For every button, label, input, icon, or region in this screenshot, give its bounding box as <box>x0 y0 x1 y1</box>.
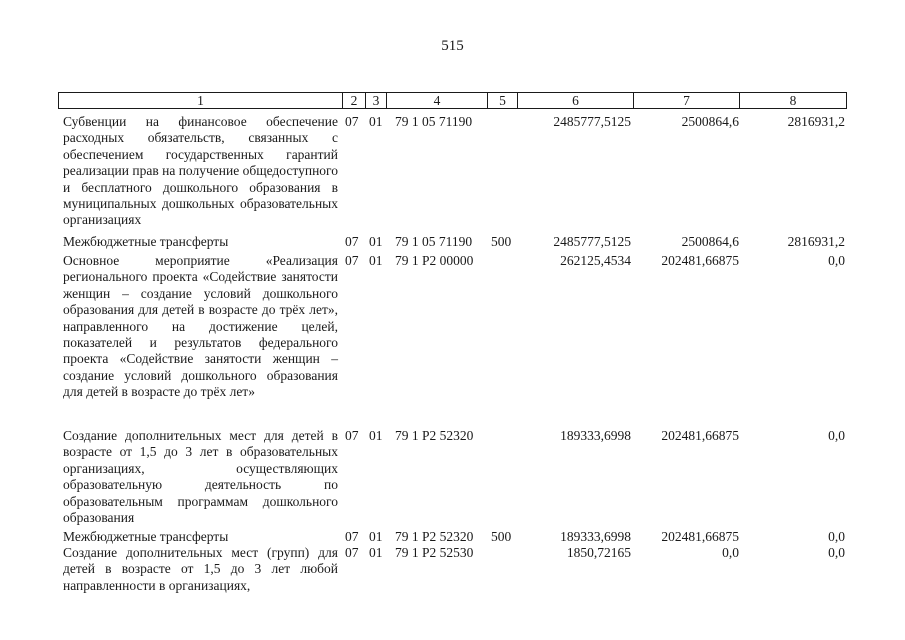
header-col-8: 8 <box>739 92 847 109</box>
row-target-code: 79 1 P2 52320 <box>395 529 474 544</box>
row-amount-col7: 2500864,6 <box>681 114 739 129</box>
row-description: Создание дополнительных мест для детей в возрасте от 1,5 до 3 лет в образовательных организациях, осуществляющих образовательную деятельность по образовательным программам дошкольного образования <box>63 428 338 526</box>
row-description: Основное мероприятие «Реализация регионального проекта «Содействие занятости женщин – создание условий дошкольного образования для детей в возрасте до трёх лет», направленного на достижение целей, показателей и результатов федерального проекта «Содействие занятости женщин – создание условий дошкольного образования для детей в возрасте до трёх лет» <box>63 253 338 400</box>
row-expense-type: 500 <box>491 529 512 544</box>
header-col-7: 7 <box>633 92 740 109</box>
page-number: 515 <box>441 38 464 54</box>
row-amount-col7: 2500864,6 <box>681 234 739 249</box>
header-col-2: 2 <box>342 92 366 109</box>
row-amount-col6: 189333,6998 <box>560 428 631 443</box>
row-target-code: 79 1 P2 00000 <box>395 253 474 268</box>
row-description: Межбюджетные трансферты <box>63 529 229 544</box>
row-amount-col7: 202481,66875 <box>661 253 739 268</box>
row-section: 07 <box>345 253 359 268</box>
row-expense-type: 500 <box>491 234 512 249</box>
header-col-3: 3 <box>365 92 387 109</box>
row-subsection: 01 <box>369 545 383 560</box>
row-section: 07 <box>345 529 359 544</box>
row-target-code: 79 1 05 71190 <box>395 234 473 249</box>
row-amount-col6: 2485777,5125 <box>553 114 631 129</box>
row-target-code: 79 1 P2 52530 <box>395 545 474 560</box>
row-subsection: 01 <box>369 428 383 443</box>
row-amount-col7: 0,0 <box>722 545 739 560</box>
row-amount-col6: 1850,72165 <box>566 545 631 560</box>
row-amount-col8: 0,0 <box>828 529 845 544</box>
row-amount-col8: 0,0 <box>828 428 845 443</box>
header-col-1: 1 <box>58 92 343 109</box>
row-amount-col8: 0,0 <box>828 545 845 560</box>
row-section: 07 <box>345 545 359 560</box>
row-amount-col7: 202481,66875 <box>661 428 739 443</box>
row-section: 07 <box>345 234 359 249</box>
row-amount-col7: 202481,66875 <box>661 529 739 544</box>
row-subsection: 01 <box>369 114 383 129</box>
header-col-4: 4 <box>386 92 488 109</box>
row-description: Создание дополнительных мест (групп) для детей в возрасте от 1,5 до 3 лет любой направленности в организациях, <box>63 545 338 593</box>
row-amount-col8: 0,0 <box>828 253 845 268</box>
row-description: Межбюджетные трансферты <box>63 234 229 249</box>
row-target-code: 79 1 P2 52320 <box>395 428 474 443</box>
header-col-6: 6 <box>517 92 634 109</box>
row-amount-col6: 2485777,5125 <box>553 234 631 249</box>
row-amount-col6: 189333,6998 <box>560 529 631 544</box>
row-subsection: 01 <box>369 529 383 544</box>
row-section: 07 <box>345 428 359 443</box>
row-amount-col8: 2816931,2 <box>787 114 845 129</box>
row-subsection: 01 <box>369 234 383 249</box>
row-target-code: 79 1 05 71190 <box>395 114 473 129</box>
row-amount-col8: 2816931,2 <box>787 234 845 249</box>
row-amount-col6: 262125,4534 <box>560 253 631 268</box>
row-section: 07 <box>345 114 359 129</box>
row-subsection: 01 <box>369 253 383 268</box>
row-description: Субвенции на финансовое обеспечение расходных обязательств, связанных с обеспечением государственных гарантий реализации прав на получение общедоступного и бесплатного дошкольного образования в муниципальных дошкольных образовательных организациях <box>63 114 338 228</box>
header-col-5: 5 <box>487 92 518 109</box>
